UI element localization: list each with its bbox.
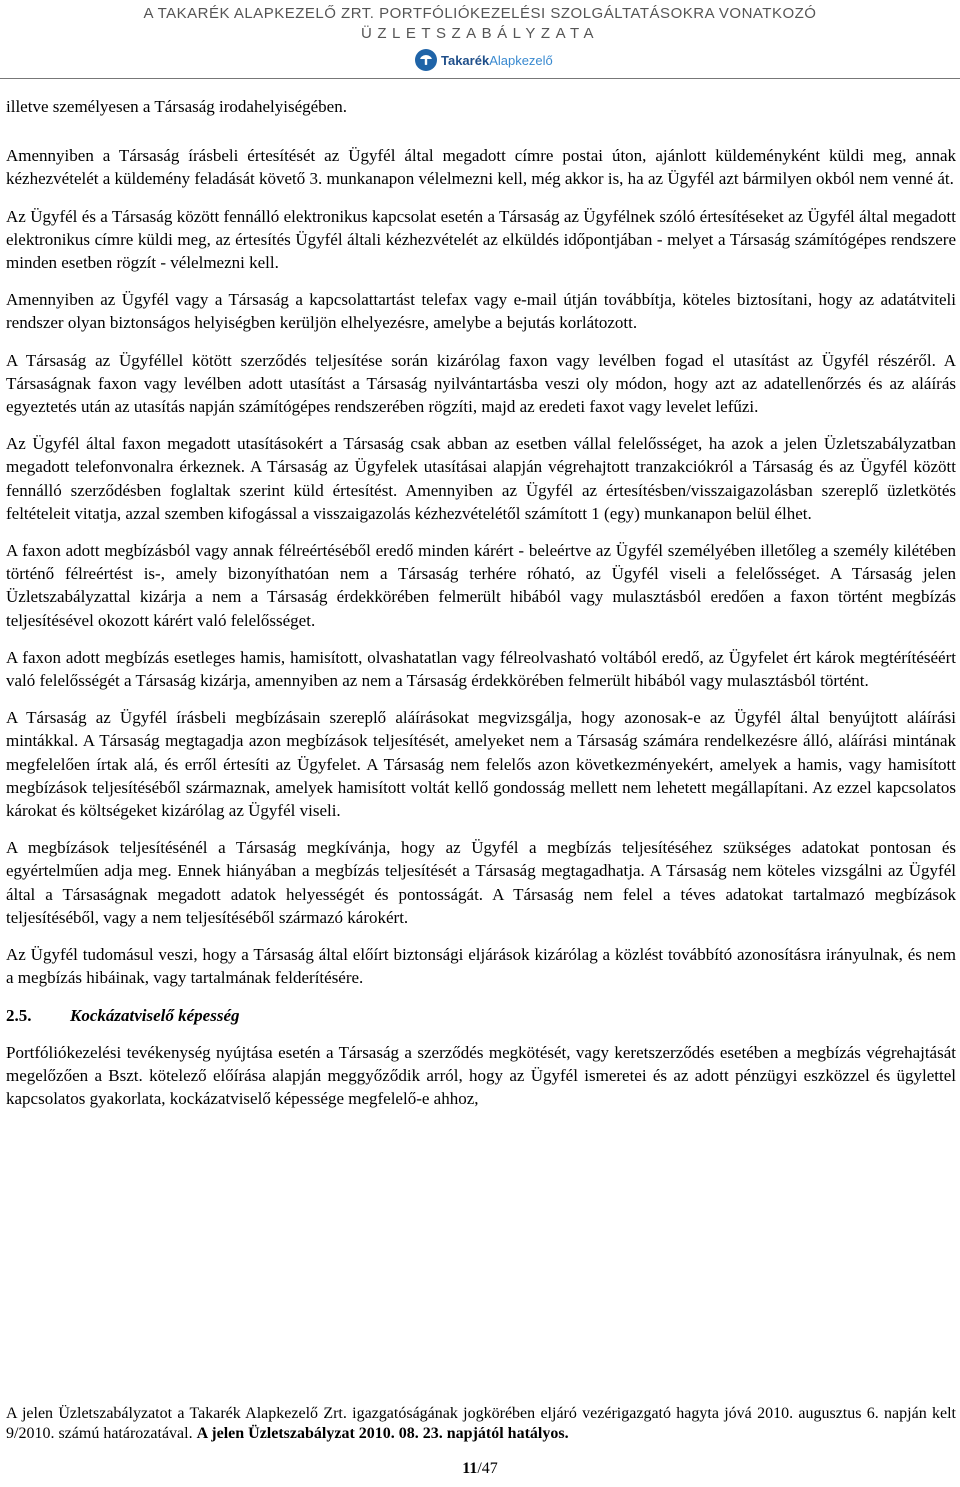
logo-wordmark-part1: Takarék: [441, 52, 490, 68]
company-logo: [415, 48, 553, 72]
paragraph: Az Ügyfél és a Társaság között fennálló elektronikus kapcsolat esetén a Társaság az Ügyfélnek szóló értesítéseket az Ügyfél által megadott elektronikus címre küldi meg, az értesítés Ügyfél általi kézhezvételét az elküldés időpontjában - melyet a Társaság számítógépes rendszere minden esetben rögzít - vélelmezni kell.: [6, 206, 956, 273]
section-number: 2.5.: [6, 1005, 32, 1025]
paragraph: A megbízások teljesítésénél a Társaság megkívánja, hogy az Ügyfél a megbízás teljesítéséhez szükséges adatokat pontosan és egyértelműen adja meg. Ennek hiányában a megbízás teljesítését a Társaság megtagadhatja. A Társaság nem köteles vizsgálni az Ügyfél által a Társaságnak megadott adatok helyességét és pontosságát. A Társaság nem felel a téves adatokat tartalmazó megbízások teljesítéséből, vagy a nem teljesítéséből származó károkért.: [6, 838, 956, 927]
page-number-current: 11: [462, 1460, 478, 1477]
paragraph: Amennyiben az Ügyfél vagy a Társaság a kapcsolattartást telefax vagy e-mail útján továbbítja, köteles biztosítani, hogy az adatátviteli rendszer olyan biztonságos helyiségben kerüljön elhelyezésre, amelybe a bejutás korlátozott.: [6, 290, 956, 333]
section-title: Kockázatviselő képesség: [70, 1005, 240, 1025]
paragraph: Az Ügyfél által faxon megadott utasításokért a Társaság csak abban az esetben vállal felelősséget, ha azok a jelen Üzletszabályzatban megadott telefonvonalra érkeznek. A Társaság az Ügyfelek utasításai alapján végrehajtott tranzakciókról a Társaság és az Ügyfél között fennálló szerződésben foglaltak szerint küld értesítést. Amennyiben az Ügyfél az értesítésben/visszaigazolásban szereplő üzletkötés feltételeit vitatja, azzal szemben kifogással a visszaigazolás kézhezvételétől számított 1 (egy) munkanapon belül élhet.: [6, 434, 956, 523]
paragraph: Amennyiben a Társaság írásbeli értesítését az Ügyfél által megadott címre postai úton, ajánlott küldeményként küldi meg, annak kézhezvételét a küldemény feladását követő 3. munkanapon vélelmezni kell, még akkor is, ha az Ügyfél azt bármilyen okból nem venné át.: [6, 146, 956, 189]
logo-wordmark: [441, 53, 553, 68]
paragraph: A faxon adott megbízásból vagy annak félreértéséből eredő minden kárért - beleértve az Ügyfél személyében illetőleg a személy kilétében történő félreértést is-, amely bizonyíthatóan nem a Társaság terhére róható, az Ügyfél viseli a felelősséget. A Társaság jelen Üzletszabályzattal kizárja a nem a Társaság érdekkörében felmerült hibából vagy mulasztásból eredően a faxon történt megbízás teljesítésével okozott kárért való felelősséget.: [6, 541, 956, 630]
paragraph: A Társaság az Ügyfél írásbeli megbízásain szereplő aláírásokat megvizsgálja, hogy azonosak-e az Ügyfél által benyújtott aláírási mintákkal. A Társaság megtagadja azon megbízások teljesítését, amelyeket nem a Társaság számára rendelkezésre álló, aláírási mintának megfelelően írtak alá, és erről értesíti az Ügyfelet. A Társaság nem felelős azon következményekért, amelyek a hamis, vagy hamisított megbízások teljesítéséből származnak, amelyek hamisított voltát kellő gondosság mellett nem lehetett megállapítani. Az ezzel kapcsolatos károkat és költségeket kizárólag az Ügyfél viseli.: [6, 708, 956, 821]
logo-wordmark-part2: Alapkezelő: [489, 52, 553, 68]
page-header: [0, 0, 960, 82]
page-number-total: /47: [477, 1460, 498, 1477]
footer-effective-date: A jelen Üzletszabályzat 2010. 08. 23. napjától hatályos.: [196, 1425, 569, 1442]
paragraph: A faxon adott megbízás esetleges hamis, hamisított, olvashatatlan vagy félreolvasható voltából eredő, az Ügyfelet ért károk megtérítéséért való felelősségét a Társaság kizárja, amennyiben az nem a Társaság érdekkörében felmerült hibából vagy mulasztásból történt.: [6, 647, 956, 691]
paragraph: Az Ügyfél tudomásul veszi, hogy a Társaság által előírt biztonsági eljárások kizárólag a közlést továbbító azonosításra irányulnak, és nem a megbízás hibáinak, vagy tartalmának felderítésére.: [6, 945, 956, 988]
paragraph: A Társaság az Ügyféllel kötött szerződés teljesítése során kizárólag faxon vagy levélben fogad el utasítást az Ügyfél részéről. A Társaságnak faxon vagy levélben adott utasítást a Társaság nyilvántartásba veszi oly módon, hogy azt az adatellenőrzés és az aláírás egyeztetés után az utasítás napján számítógépes rendszerében rögzíti, majd az eredeti faxot vagy levelet lefűzi.: [6, 350, 956, 417]
page-footer: [6, 1404, 956, 1444]
section-heading: [6, 1004, 956, 1027]
section-paragraph: Portfóliókezelési tevékenység nyújtása esetén a Társaság a szerződés megkötését, vagy keretszerződés esetében a megbízás végrehajtását megelőzően a Bszt. kötelező előírása alapján meggyőződik arról, hogy az Ügyfél ismeretei és az adott pénzügyi eszközzel és ügylettel kapcsolatos gyakorlata, kockázatviselő képessége megfelelő-e ahhoz,: [6, 1042, 956, 1108]
paragraph: illetve személyesen a Társaság irodahelyiségében.: [6, 97, 347, 116]
takarek-logo-icon: [415, 49, 437, 71]
document-body: [6, 95, 956, 1124]
header-divider: [0, 78, 960, 79]
footer-approval-text: A jelen Üzletszabályzatot a Takarék Alapkezelő Zrt. igazgatóságának jogkörében eljáró vezérigazgató hagyta jóvá 2010. augusztus 6. napján kelt 9/2010. számú határozatával.: [6, 1405, 956, 1442]
header-title-line1: A TAKARÉK ALAPKEZELŐ ZRT. PORTFÓLIÓKEZELÉSI SZOLGÁLTATÁSOKRA VONATKOZÓ: [143, 5, 817, 22]
header-title-line2: ÜZLETSZABÁLYZATA: [360, 25, 600, 42]
page-number: [0, 1460, 960, 1478]
